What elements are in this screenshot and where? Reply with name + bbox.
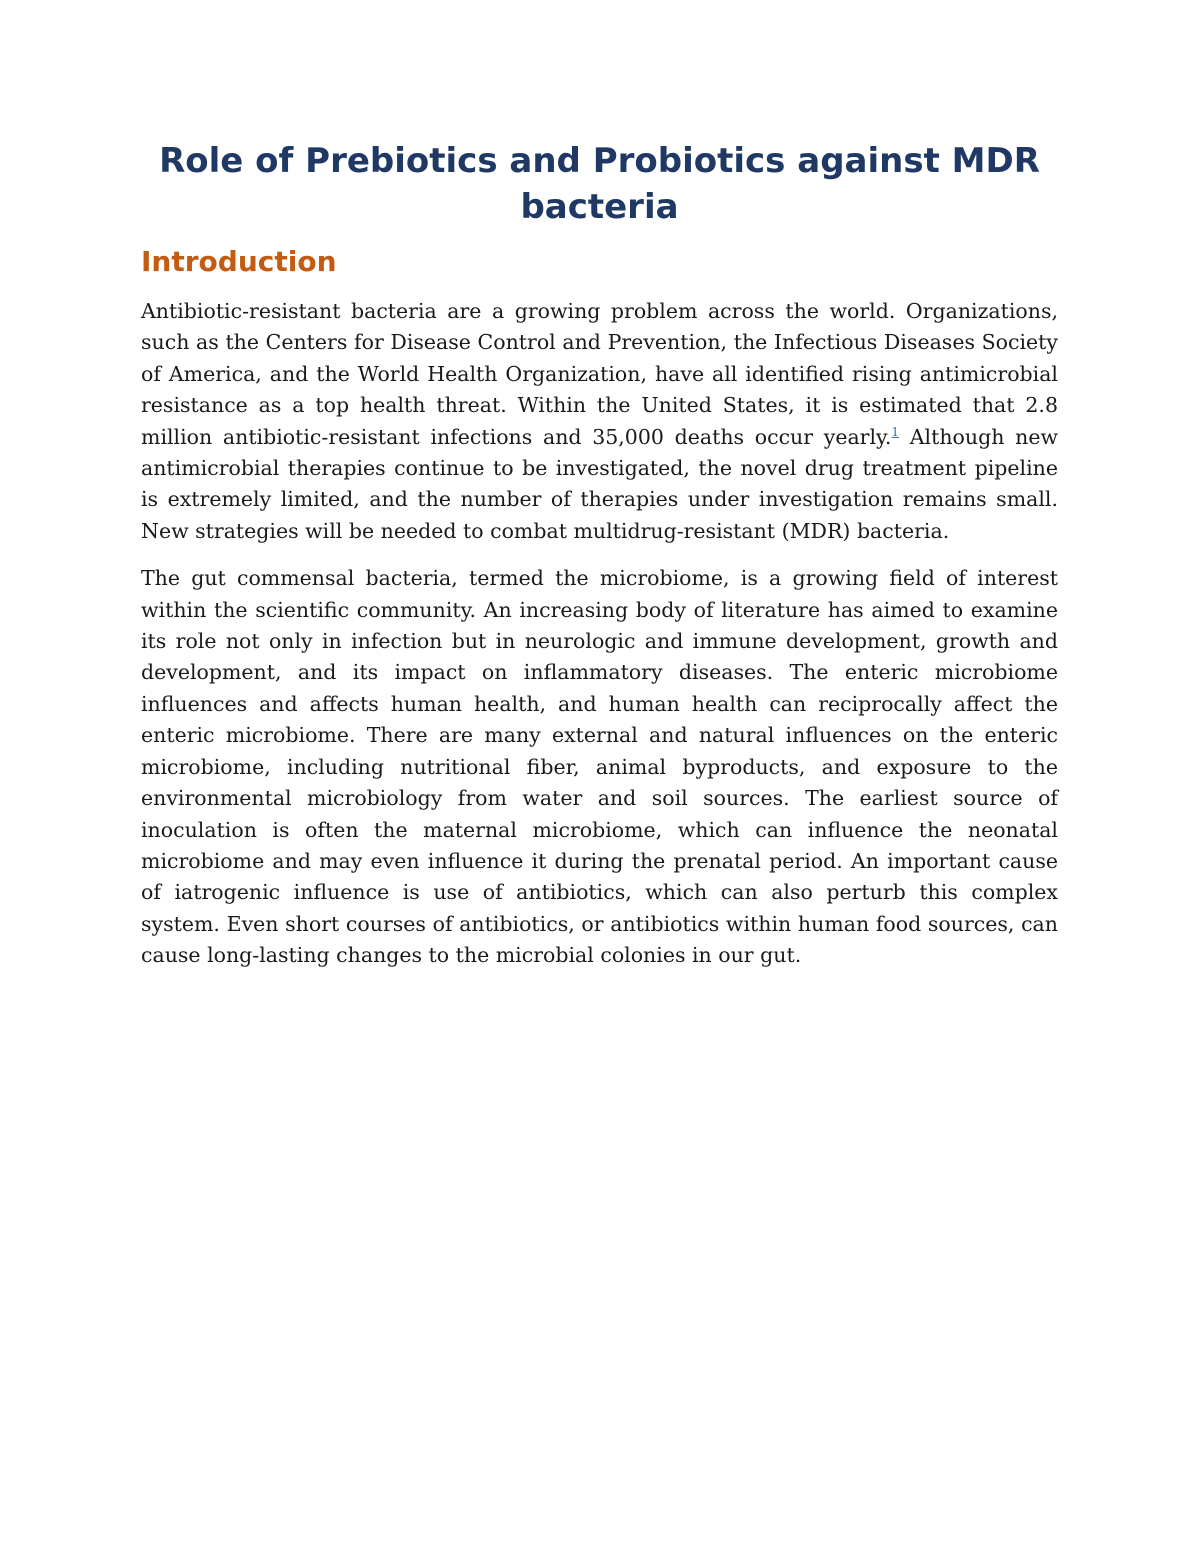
intro-paragraph-2: The gut commensal bacteria, termed the microbiome, is a growing field of interest within the scientific community. An increasing body of literature has aimed to examine its role not only in infection but in neurologic and immune development, growth and development, and its impact on inflammatory diseases. The enteric microbiome influences and affects human health, and human health can reciprocally affect the enteric microbiome. There are many external and natural influences on the enteric microbiome, including nutritional fiber, animal byproducts, and exposure to the environmental microbiology from water and soil sources. The earliest source of inoculation is often the maternal microbiome, which can influence the neonatal microbiome and may even influence it during the prenatal period. An important cause of iatrogenic influence is use of antibiotics, which can also perturb this complex system. Even short courses of antibiotics, or antibiotics within human food sources, can cause long-lasting changes to the microbial colonies in our gut.: [141, 566, 1058, 968]
footnote-reference-link[interactable]: 1: [891, 424, 900, 439]
section-heading-introduction: Introduction: [141, 245, 337, 278]
document-title: Role of Prebiotics and Probiotics against MDR bacteria: [159, 141, 1040, 227]
paragraph-text-before-footnote: Antibiotic-resistant bacteria are a growing problem across the world. Organizations, such as the Centers for Disease Control and Prevention, the Infectious Diseases Society of America, and the World Health Organization, have all identified rising antimicrobial resistance as a top health threat. Within the United States, it is estimated that 2.8 million antibiotic-resistant infections and 35,000 deaths occur yearly.: [141, 299, 1058, 449]
paragraph-text-after-footnote: Although new antimicrobial therapies continue to be investigated, the novel drug treatment pipeline is extremely limited, and the number of therapies under investigation remains small. New strategies will be needed to combat multidrug-resistant (MDR) bacteria.: [141, 424, 1058, 543]
intro-paragraph-1: [141, 296, 1058, 547]
document-body: [141, 138, 1058, 988]
